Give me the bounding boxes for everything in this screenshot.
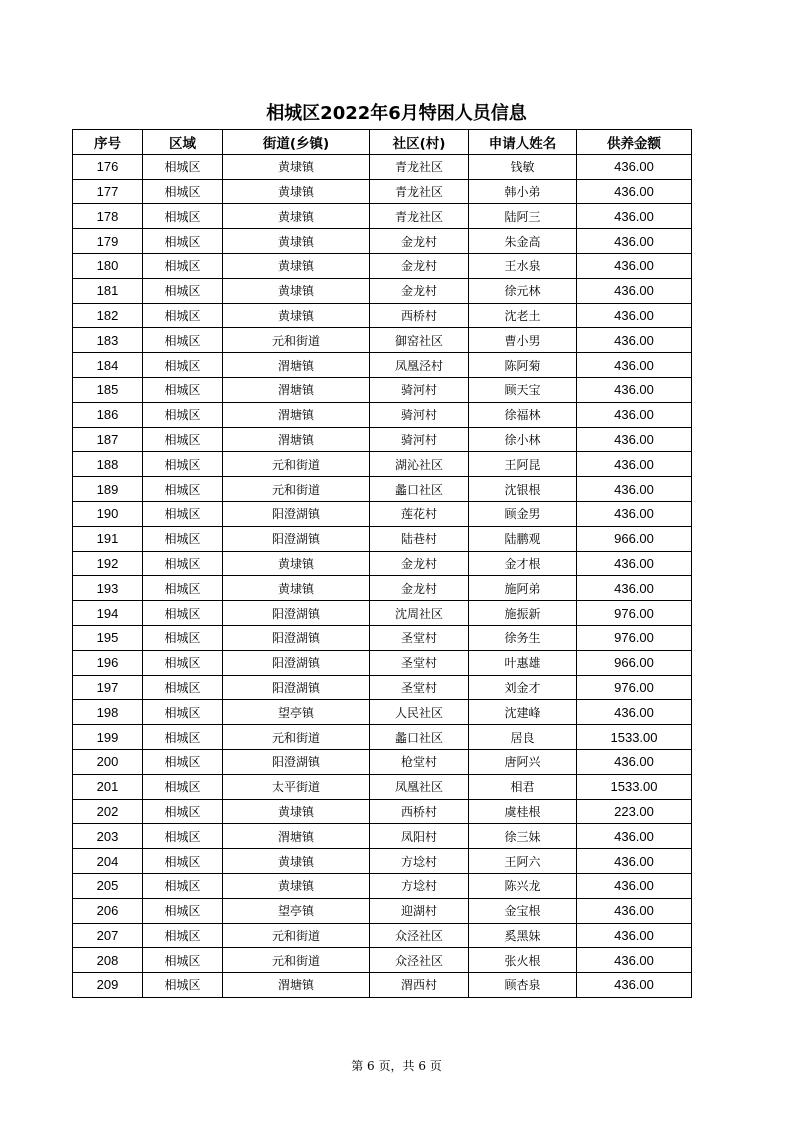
cell-applicant: 沈老土	[469, 303, 577, 328]
cell-seq: 209	[73, 973, 143, 998]
cell-amount: 436.00	[577, 923, 692, 948]
col-header-applicant: 申请人姓名	[469, 130, 577, 155]
table-row	[73, 402, 692, 427]
cell-amount: 436.00	[577, 303, 692, 328]
table-row	[73, 229, 692, 254]
table-row	[73, 154, 692, 179]
cell-applicant: 陆阿三	[469, 204, 577, 229]
cell-street: 黄埭镇	[223, 278, 370, 303]
cell-street: 太平街道	[223, 774, 370, 799]
table-row	[73, 749, 692, 774]
cell-region: 相城区	[143, 625, 223, 650]
cell-seq: 191	[73, 526, 143, 551]
cell-community: 湖沁社区	[370, 452, 469, 477]
cell-region: 相城区	[143, 576, 223, 601]
table-row	[73, 576, 692, 601]
cell-amount: 436.00	[577, 576, 692, 601]
cell-amount: 436.00	[577, 427, 692, 452]
cell-region: 相城区	[143, 774, 223, 799]
cell-street: 元和街道	[223, 328, 370, 353]
cell-seq: 200	[73, 749, 143, 774]
cell-seq: 208	[73, 948, 143, 973]
cell-seq: 195	[73, 625, 143, 650]
cell-region: 相城区	[143, 204, 223, 229]
cell-amount: 436.00	[577, 700, 692, 725]
cell-applicant: 奚黑妹	[469, 923, 577, 948]
cell-amount: 436.00	[577, 551, 692, 576]
cell-applicant: 王阿昆	[469, 452, 577, 477]
cell-street: 黄埭镇	[223, 551, 370, 576]
cell-street: 黄埭镇	[223, 179, 370, 204]
cell-region: 相城区	[143, 303, 223, 328]
cell-seq: 202	[73, 799, 143, 824]
cell-region: 相城区	[143, 278, 223, 303]
cell-amount: 436.00	[577, 402, 692, 427]
cell-community: 金龙村	[370, 576, 469, 601]
cell-amount: 436.00	[577, 973, 692, 998]
cell-applicant: 陈兴龙	[469, 873, 577, 898]
cell-region: 相城区	[143, 526, 223, 551]
cell-seq: 198	[73, 700, 143, 725]
cell-applicant: 徐小林	[469, 427, 577, 452]
cell-applicant: 曹小男	[469, 328, 577, 353]
table-row	[73, 278, 692, 303]
cell-region: 相城区	[143, 873, 223, 898]
cell-seq: 190	[73, 501, 143, 526]
table-row	[73, 725, 692, 750]
cell-street: 渭塘镇	[223, 353, 370, 378]
cell-seq: 197	[73, 675, 143, 700]
cell-applicant: 张火根	[469, 948, 577, 973]
cell-seq: 185	[73, 377, 143, 402]
table-body	[73, 154, 692, 997]
cell-street: 黄埭镇	[223, 253, 370, 278]
cell-amount: 436.00	[577, 253, 692, 278]
cell-seq: 201	[73, 774, 143, 799]
cell-amount: 976.00	[577, 625, 692, 650]
cell-seq: 203	[73, 824, 143, 849]
cell-community: 青龙社区	[370, 179, 469, 204]
cell-community: 青龙社区	[370, 204, 469, 229]
cell-amount: 976.00	[577, 675, 692, 700]
table-row	[73, 873, 692, 898]
cell-region: 相城区	[143, 551, 223, 576]
cell-seq: 179	[73, 229, 143, 254]
cell-seq: 199	[73, 725, 143, 750]
table-row	[73, 526, 692, 551]
cell-applicant: 沈建峰	[469, 700, 577, 725]
cell-street: 元和街道	[223, 477, 370, 502]
cell-street: 黄埭镇	[223, 204, 370, 229]
cell-seq: 189	[73, 477, 143, 502]
cell-amount: 436.00	[577, 749, 692, 774]
cell-region: 相城区	[143, 452, 223, 477]
cell-amount: 436.00	[577, 898, 692, 923]
cell-region: 相城区	[143, 501, 223, 526]
cell-street: 望亭镇	[223, 700, 370, 725]
cell-amount: 966.00	[577, 526, 692, 551]
cell-street: 阳澄湖镇	[223, 675, 370, 700]
cell-region: 相城区	[143, 799, 223, 824]
cell-street: 黄埭镇	[223, 873, 370, 898]
cell-community: 众泾社区	[370, 923, 469, 948]
cell-community: 凤凰社区	[370, 774, 469, 799]
cell-street: 阳澄湖镇	[223, 601, 370, 626]
cell-community: 骑河村	[370, 377, 469, 402]
cell-amount: 436.00	[577, 204, 692, 229]
table-row	[73, 328, 692, 353]
cell-seq: 182	[73, 303, 143, 328]
cell-community: 人民社区	[370, 700, 469, 725]
table-row	[73, 824, 692, 849]
cell-applicant: 徐元林	[469, 278, 577, 303]
cell-applicant: 顾杏泉	[469, 973, 577, 998]
cell-seq: 176	[73, 154, 143, 179]
cell-applicant: 钱敏	[469, 154, 577, 179]
cell-applicant: 徐三妹	[469, 824, 577, 849]
cell-applicant: 金才根	[469, 551, 577, 576]
cell-street: 黄埭镇	[223, 576, 370, 601]
cell-street: 渭塘镇	[223, 973, 370, 998]
cell-region: 相城区	[143, 948, 223, 973]
cell-street: 黄埭镇	[223, 799, 370, 824]
cell-seq: 194	[73, 601, 143, 626]
cell-seq: 184	[73, 353, 143, 378]
cell-seq: 192	[73, 551, 143, 576]
cell-region: 相城区	[143, 849, 223, 874]
cell-amount: 436.00	[577, 849, 692, 874]
cell-amount: 436.00	[577, 824, 692, 849]
cell-street: 阳澄湖镇	[223, 526, 370, 551]
cell-region: 相城区	[143, 477, 223, 502]
cell-seq: 183	[73, 328, 143, 353]
cell-street: 渭塘镇	[223, 402, 370, 427]
cell-community: 凤凰泾村	[370, 353, 469, 378]
cell-community: 莲花村	[370, 501, 469, 526]
cell-community: 方埝村	[370, 849, 469, 874]
col-header-region: 区域	[143, 130, 223, 155]
cell-seq: 193	[73, 576, 143, 601]
table-row	[73, 923, 692, 948]
cell-community: 金龙村	[370, 229, 469, 254]
cell-community: 迎湖村	[370, 898, 469, 923]
cell-applicant: 唐阿兴	[469, 749, 577, 774]
cell-amount: 436.00	[577, 179, 692, 204]
cell-region: 相城区	[143, 229, 223, 254]
table-row	[73, 625, 692, 650]
roster-table	[72, 129, 692, 998]
cell-community: 枪堂村	[370, 749, 469, 774]
cell-applicant: 叶惠雄	[469, 650, 577, 675]
table-row	[73, 353, 692, 378]
cell-applicant: 虞桂根	[469, 799, 577, 824]
cell-region: 相城区	[143, 353, 223, 378]
cell-seq: 196	[73, 650, 143, 675]
col-header-amount: 供养金额	[577, 130, 692, 155]
page-title: 相城区2022年6月特困人员信息	[266, 103, 527, 124]
cell-applicant: 王水泉	[469, 253, 577, 278]
cell-street: 阳澄湖镇	[223, 650, 370, 675]
cell-street: 阳澄湖镇	[223, 501, 370, 526]
cell-amount: 976.00	[577, 601, 692, 626]
cell-region: 相城区	[143, 601, 223, 626]
cell-region: 相城区	[143, 328, 223, 353]
cell-region: 相城区	[143, 650, 223, 675]
table-row	[73, 427, 692, 452]
cell-applicant: 金宝根	[469, 898, 577, 923]
cell-applicant: 王阿六	[469, 849, 577, 874]
table-row	[73, 849, 692, 874]
cell-community: 蠡口社区	[370, 725, 469, 750]
cell-street: 元和街道	[223, 948, 370, 973]
cell-amount: 1533.00	[577, 725, 692, 750]
cell-applicant: 沈银根	[469, 477, 577, 502]
cell-community: 方埝村	[370, 873, 469, 898]
cell-street: 阳澄湖镇	[223, 749, 370, 774]
cell-seq: 204	[73, 849, 143, 874]
cell-region: 相城区	[143, 675, 223, 700]
page-footer: 第 6 页，共 6 页	[351, 1059, 442, 1073]
cell-applicant: 居良	[469, 725, 577, 750]
table-row	[73, 675, 692, 700]
col-header-seq: 序号	[73, 130, 143, 155]
cell-seq: 180	[73, 253, 143, 278]
col-header-street: 街道(乡镇)	[223, 130, 370, 155]
cell-applicant: 施振新	[469, 601, 577, 626]
cell-community: 陆巷村	[370, 526, 469, 551]
table-row	[73, 799, 692, 824]
cell-seq: 187	[73, 427, 143, 452]
cell-street: 黄埭镇	[223, 229, 370, 254]
cell-applicant: 徐福林	[469, 402, 577, 427]
table-row	[73, 303, 692, 328]
cell-seq: 178	[73, 204, 143, 229]
cell-street: 元和街道	[223, 452, 370, 477]
table-row	[73, 650, 692, 675]
cell-street: 望亭镇	[223, 898, 370, 923]
cell-applicant: 韩小弟	[469, 179, 577, 204]
cell-street: 渭塘镇	[223, 427, 370, 452]
cell-amount: 436.00	[577, 353, 692, 378]
cell-community: 渭西村	[370, 973, 469, 998]
table-row	[73, 948, 692, 973]
cell-amount: 223.00	[577, 799, 692, 824]
cell-community: 金龙村	[370, 253, 469, 278]
cell-region: 相城区	[143, 898, 223, 923]
cell-community: 圣堂村	[370, 675, 469, 700]
cell-community: 凤阳村	[370, 824, 469, 849]
cell-applicant: 顾金男	[469, 501, 577, 526]
table-row	[73, 477, 692, 502]
cell-seq: 186	[73, 402, 143, 427]
cell-applicant: 陈阿菊	[469, 353, 577, 378]
cell-community: 青龙社区	[370, 154, 469, 179]
cell-street: 元和街道	[223, 923, 370, 948]
cell-applicant: 徐务生	[469, 625, 577, 650]
cell-seq: 177	[73, 179, 143, 204]
table-row	[73, 501, 692, 526]
cell-community: 圣堂村	[370, 625, 469, 650]
cell-region: 相城区	[143, 973, 223, 998]
cell-region: 相城区	[143, 253, 223, 278]
table-row	[73, 179, 692, 204]
table-row	[73, 898, 692, 923]
cell-amount: 436.00	[577, 873, 692, 898]
cell-region: 相城区	[143, 154, 223, 179]
table-row	[73, 377, 692, 402]
cell-applicant: 朱金高	[469, 229, 577, 254]
cell-region: 相城区	[143, 377, 223, 402]
cell-community: 金龙村	[370, 551, 469, 576]
cell-amount: 966.00	[577, 650, 692, 675]
cell-community: 西桥村	[370, 303, 469, 328]
cell-region: 相城区	[143, 179, 223, 204]
cell-amount: 436.00	[577, 328, 692, 353]
cell-seq: 181	[73, 278, 143, 303]
table-row	[73, 973, 692, 998]
col-header-community: 社区(村)	[370, 130, 469, 155]
cell-region: 相城区	[143, 402, 223, 427]
table-row	[73, 700, 692, 725]
cell-street: 渭塘镇	[223, 377, 370, 402]
cell-applicant: 施阿弟	[469, 576, 577, 601]
cell-region: 相城区	[143, 700, 223, 725]
table-row	[73, 204, 692, 229]
cell-region: 相城区	[143, 923, 223, 948]
cell-region: 相城区	[143, 824, 223, 849]
table-row	[73, 774, 692, 799]
cell-community: 御窑社区	[370, 328, 469, 353]
cell-region: 相城区	[143, 725, 223, 750]
cell-amount: 436.00	[577, 452, 692, 477]
cell-amount: 436.00	[577, 948, 692, 973]
cell-applicant: 陆鹏观	[469, 526, 577, 551]
cell-community: 骑河村	[370, 402, 469, 427]
table-row	[73, 551, 692, 576]
cell-amount: 436.00	[577, 154, 692, 179]
cell-region: 相城区	[143, 427, 223, 452]
cell-amount: 436.00	[577, 229, 692, 254]
cell-amount: 436.00	[577, 377, 692, 402]
cell-street: 黄埭镇	[223, 849, 370, 874]
cell-street: 黄埭镇	[223, 303, 370, 328]
cell-amount: 436.00	[577, 278, 692, 303]
cell-street: 黄埭镇	[223, 154, 370, 179]
cell-community: 圣堂村	[370, 650, 469, 675]
cell-seq: 188	[73, 452, 143, 477]
cell-amount: 436.00	[577, 477, 692, 502]
cell-applicant: 刘金才	[469, 675, 577, 700]
cell-seq: 205	[73, 873, 143, 898]
cell-amount: 1533.00	[577, 774, 692, 799]
cell-seq: 206	[73, 898, 143, 923]
cell-street: 阳澄湖镇	[223, 625, 370, 650]
cell-applicant: 相君	[469, 774, 577, 799]
table-row	[73, 253, 692, 278]
cell-community: 蠡口社区	[370, 477, 469, 502]
table-row	[73, 601, 692, 626]
cell-amount: 436.00	[577, 501, 692, 526]
header-row	[73, 130, 692, 155]
cell-street: 渭塘镇	[223, 824, 370, 849]
cell-seq: 207	[73, 923, 143, 948]
cell-community: 骑河村	[370, 427, 469, 452]
cell-community: 沈周社区	[370, 601, 469, 626]
cell-region: 相城区	[143, 749, 223, 774]
cell-applicant: 顾天宝	[469, 377, 577, 402]
cell-community: 西桥村	[370, 799, 469, 824]
cell-community: 众泾社区	[370, 948, 469, 973]
table-row	[73, 452, 692, 477]
cell-street: 元和街道	[223, 725, 370, 750]
cell-community: 金龙村	[370, 278, 469, 303]
